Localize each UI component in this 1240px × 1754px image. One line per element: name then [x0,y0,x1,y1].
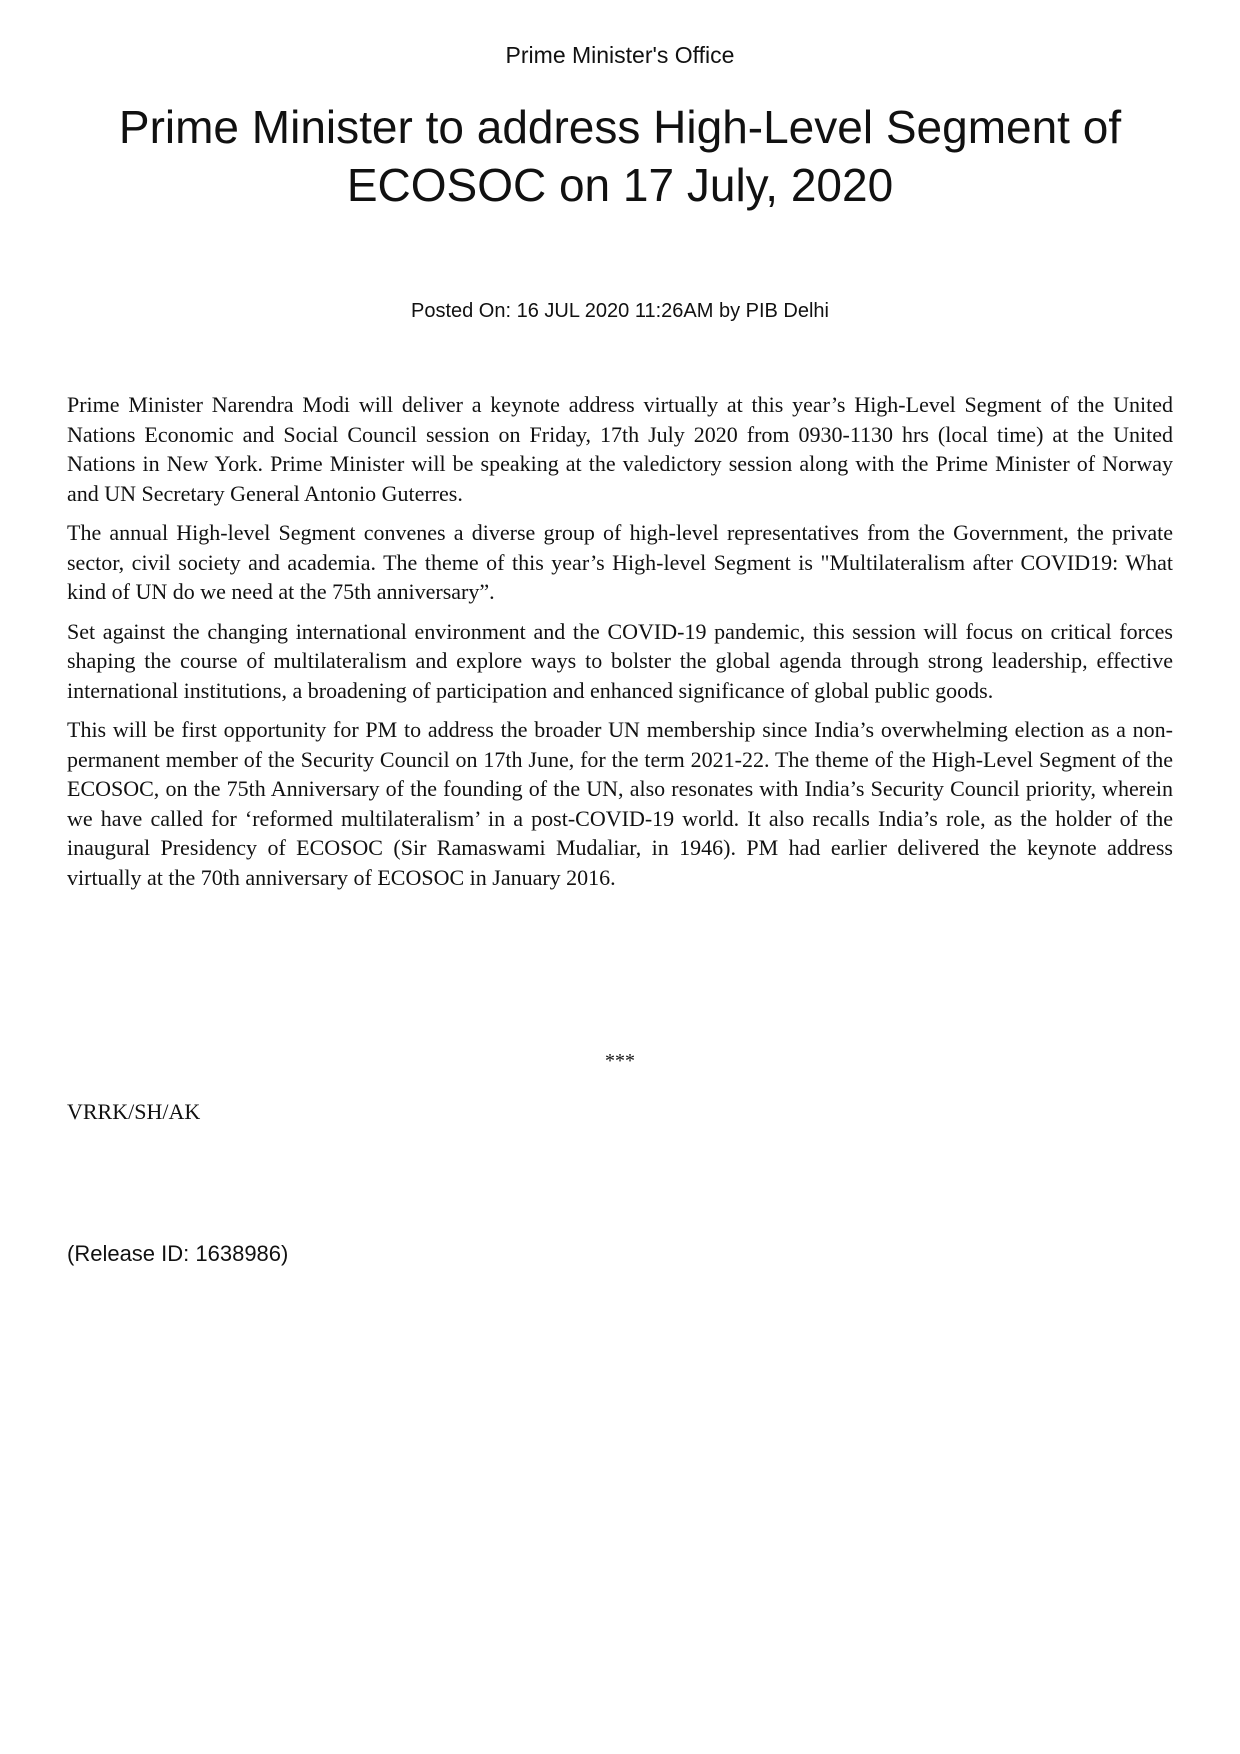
release-id: (Release ID: 1638986) [67,1241,289,1266]
author-initials: VRRK/SH/AK [67,1099,201,1124]
body-paragraph: This will be first opportunity for PM to address the broader UN membership since India’s overwhelming election as a non-permanent member of the Security Council on 17th June, for the term 2021-22. The theme of the High-Level Segment of the ECOSOC, on the 75th Anniversary of the founding of the UN, also resonates with India’s Security Council priority, wherein we have called for ‘reformed multilateralism’ in a post-COVID-19 world. It also recalls India’s role, as the holder of the inaugural Presidency of ECOSOC (Sir Ramaswami Mudaliar, in 1946). PM had earlier delivered the keynote address virtually at the 70th anniversary of ECOSOC in January 2016. [67,717,1173,890]
posted-date: Posted On: 16 JUL 2020 11:26AM by PIB Delhi [410,300,830,322]
body-paragraph: Prime Minister Narendra Modi will deliver a keynote address virtually at this year’s High-Level Segment of the United Nations Economic and Social Council session on Friday, 17th July 2020 from 0930-1130 hrs (local time) at the United Nations in New York. Prime Minister will be speaking at the valedictory session along with the Prime Minister of Norway and UN Secretary General Antonio Guterres. [67,392,1173,506]
page-title: Prime Minister to address High-Level Segment of ECOSOC on 17 July, 2020 [118,101,1122,211]
section-separator: *** [605,1050,635,1072]
ministry-name: Prime Minister's Office [505,42,735,68]
body-paragraph: The annual High-level Segment convenes a diverse group of high-level representatives from the Government, the private sector, civil society and academia. The theme of this year’s High-level Segment is "Multilateralism after COVID19: What kind of UN do we need at the 75th anniversary”. [67,520,1173,604]
release-body [67,390,1173,902]
body-paragraph: Set against the changing international environment and the COVID-19 pandemic, this session will focus on critical forces shaping the course of multilateralism and explore ways to bolster the global agenda through strong leadership, effective international institutions, a broadening of participation and enhanced significance of global public goods. [67,618,1173,703]
